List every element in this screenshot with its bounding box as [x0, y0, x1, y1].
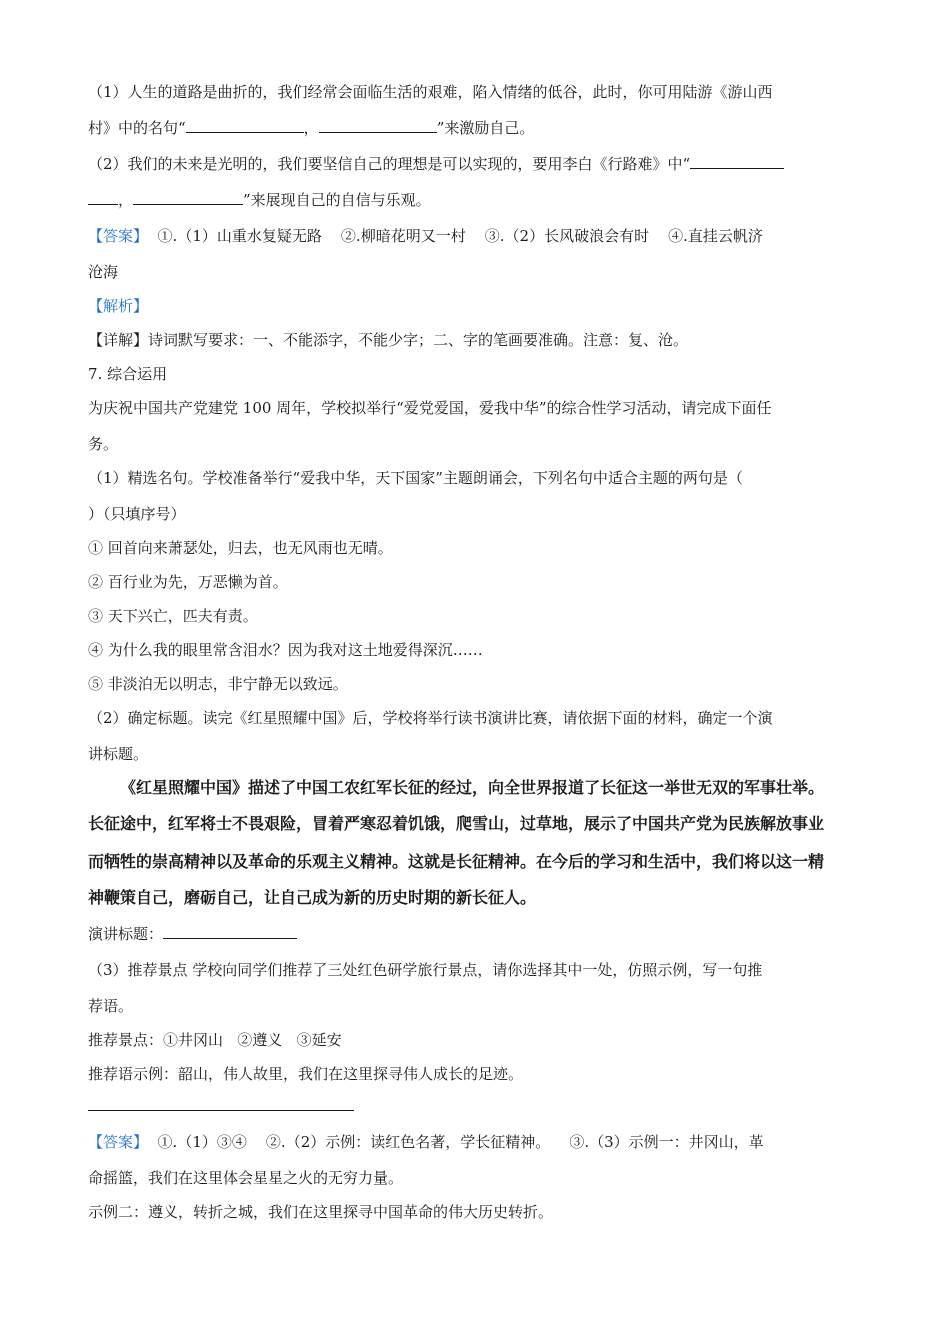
- q7-answer-line1: [88, 1132, 764, 1152]
- option-1: ① 回首向来萧瑟处，归去，也无风雨也无晴。: [88, 539, 393, 557]
- q6-detail: 【详解】诗词默写要求：一、不能添字，不能少字；二、字的笔画要准确。注意：复、沧。: [88, 331, 689, 349]
- q6-part2-line2: [88, 190, 431, 210]
- material-line3: 而牺牲的崇高精神以及革命的乐观主义精神。这就是长征精神。在今后的学习和生活中，我们将以这一精: [88, 852, 825, 871]
- answer-separator: [88, 1110, 354, 1111]
- option-2: ② 百行业为先，万恶懒为首。: [88, 573, 288, 591]
- q6-part2-suffix: ”来展现自己的自信与乐观。: [243, 191, 431, 209]
- speech-title-label: 演讲标题：: [88, 925, 164, 943]
- q7-intro-line2: 务。: [88, 435, 119, 453]
- q6-part1-prefix: 村》中的名句“: [88, 119, 186, 137]
- q7-sub2-line1: （2）确定标题。读完《红星照耀中国》后，学校将举行读书演讲比赛，请依据下面的材料，确定一个演: [88, 709, 773, 727]
- material-line2: 长征途中，红军将士不畏艰险，冒着严寒忍着饥饿，爬雪山，过草地，展示了中国共产党为民族解放事业: [88, 814, 825, 833]
- q7-answer-text: ①.（1）③④ ②.（2）示例：读红色名著，学长征精神。 ③.（3）示例一：井冈山，革: [148, 1133, 764, 1151]
- q7-title: 7. 综合运用: [88, 365, 168, 383]
- option-4: ④ 为什么我的眼里常含泪水？因为我对这土地爱得深沉……: [88, 641, 483, 659]
- speech-title-line: [88, 924, 297, 944]
- material-line1: 《红星照耀中国》描述了中国工农红军长征的经过，向全世界报道了长征这一举世无双的军事壮举。: [120, 778, 825, 797]
- q6-part2-line1: [88, 154, 784, 174]
- material-line4: 神鞭策自己，磨砺自己，让自己成为新的历史时期的新长征人。: [88, 888, 537, 907]
- fill-blank-3b: [88, 190, 118, 205]
- q7-sub3-line2: 荐语。: [88, 997, 134, 1015]
- fill-blank-2: [319, 118, 437, 133]
- option-5: ⑤ 非淡泊无以明志，非宁静无以致远。: [88, 675, 348, 693]
- q6-part2-comma: ，: [118, 191, 134, 209]
- q6-answer-line2: 沧海: [88, 263, 119, 281]
- q6-part1-line2: [88, 118, 534, 138]
- q7-answer-line2: 命摇篮，我们在这里体会星星之火的无穷力量。: [88, 1169, 404, 1187]
- answer-tag: 【答案】: [88, 1133, 149, 1151]
- q7-sub1-line2: ）（只填序号）: [88, 505, 186, 523]
- q7-sub1-line1: （1）精选名句。学校准备举行“爱我中华，天下国家”主题朗诵会，下列名句中适合主题的两句是（: [88, 469, 743, 487]
- q6-answer-line1: [88, 226, 763, 246]
- q6-part1-line1: （1）人生的道路是曲折的，我们经常会面临生活的艰难，陷入情绪的低谷，此时，你可用陆游《游山西: [88, 83, 773, 101]
- fill-blank-1: [186, 118, 304, 133]
- q7-sub2-line2: 讲标题。: [88, 745, 149, 763]
- recommendation-example: 推荐语示例：韶山，伟人故里，我们在这里探寻伟人成长的足迹。: [88, 1065, 524, 1083]
- q6-part1-suffix: ”来激励自己。: [436, 119, 535, 137]
- q6-answer-text: ①.（1）山重水复疑无路 ②.柳暗花明又一村 ③.（2）长风破浪会有时 ④.直挂云帆济: [148, 227, 763, 245]
- fill-blank-3a: [690, 154, 784, 169]
- speech-title-blank: [163, 924, 297, 939]
- option-3: ③ 天下兴亡，匹夫有责。: [88, 607, 258, 625]
- q7-sub3-line1: （3）推荐景点 学校向同学们推荐了三处红色研学旅行景点，请你选择其中一处，仿照示例，写一句推: [88, 961, 763, 979]
- q6-part1-comma: ，: [303, 119, 319, 137]
- fill-blank-4: [133, 190, 243, 205]
- answer-tag: 【答案】: [88, 227, 149, 245]
- recommended-spots: 推荐景点：①井冈山 ②遵义 ③延安: [88, 1031, 342, 1049]
- q7-answer-line3: 示例二：遵义，转折之城，我们在这里探寻中国革命的伟大历史转折。: [88, 1203, 554, 1221]
- analysis-tag: 【解析】: [88, 297, 149, 315]
- q7-intro-line1: 为庆祝中国共产党建党 100 周年，学校拟举行“爱党爱国，爱我中华”的综合性学习活动，请完成下面任: [88, 399, 772, 417]
- q6-part2-prefix: （2）我们的未来是光明的，我们要坚信自己的理想是可以实现的，要用李白《行路难》中“: [88, 155, 691, 173]
